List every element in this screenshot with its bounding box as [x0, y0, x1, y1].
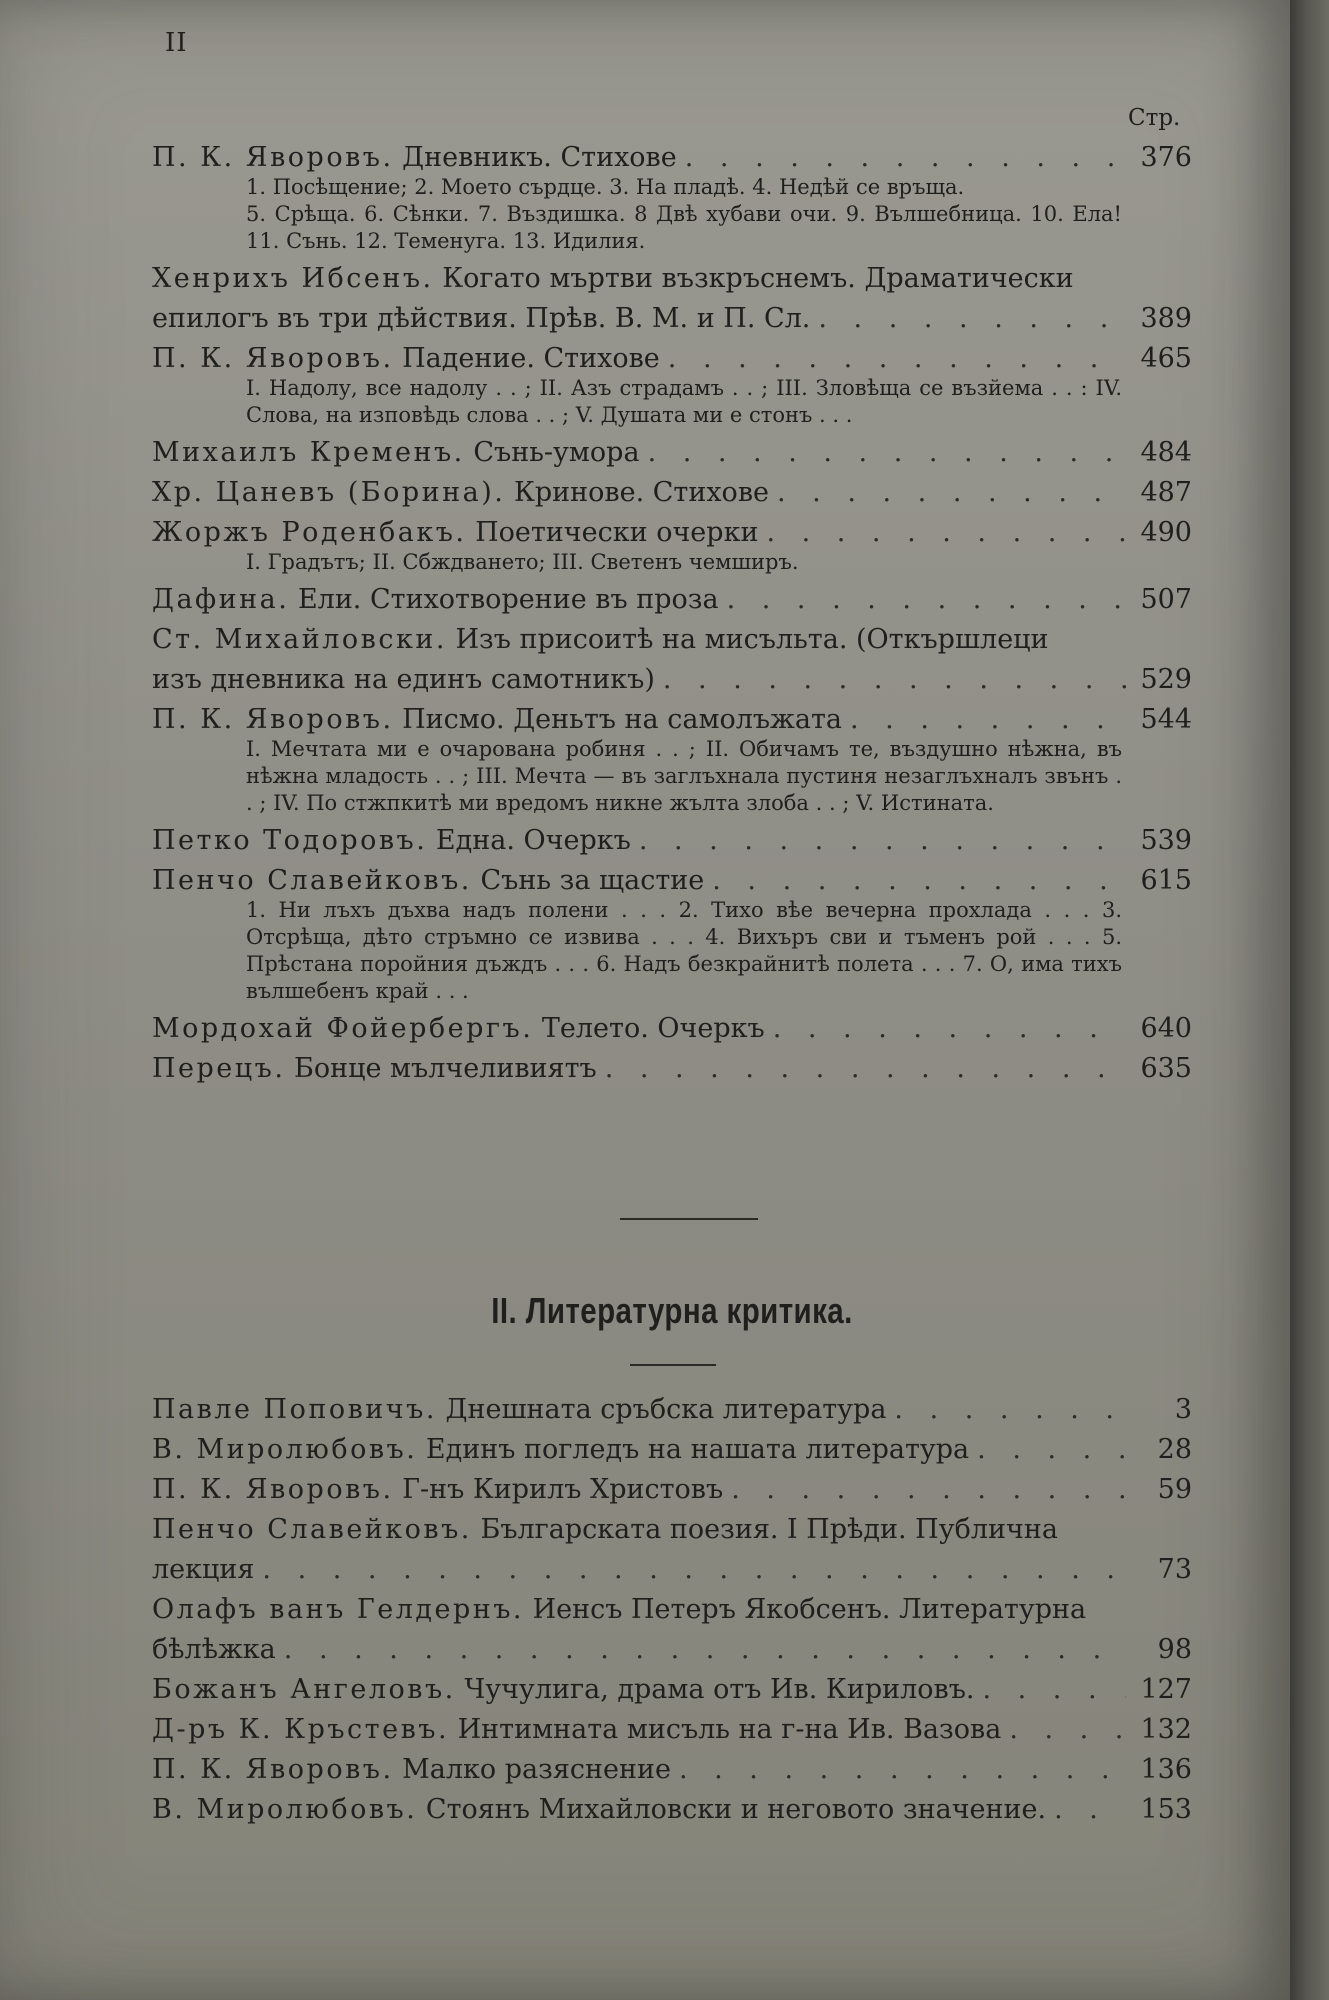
entry-subitems: I. Надолу, все надолу . . ; II. Азъ страдамъ . . ; III. Зловѣща се възйема . . : IV. Слова, на изповѣдь слова . . ; V. Душата ми е стонъ . . .	[246, 376, 1122, 427]
entry-page: 98	[1157, 1634, 1192, 1665]
entry-title: Изъ присоитѣ на мисъльта. (Откършлеци	[455, 624, 1049, 655]
toc-entry	[152, 1590, 1192, 1670]
entry-title: Бонце мълчеливиятъ	[294, 1053, 597, 1084]
entry-author: Михаилъ Кременъ.	[152, 437, 465, 468]
entry-author: П. К. Яворовъ.	[152, 1474, 394, 1505]
entry-page: 389	[1140, 303, 1192, 334]
entry-author: Дафина.	[152, 584, 290, 615]
entry-author: Павле Поповичъ.	[152, 1394, 437, 1425]
entry-title: Кринове. Стихове	[513, 477, 769, 508]
entry-author: П. К. Яворовъ.	[152, 704, 394, 735]
entry-title: Когато мъртви възкръснемъ. Драматически	[442, 263, 1074, 294]
page-column-label: Стр.	[1128, 105, 1181, 131]
toc-entry	[152, 138, 1192, 255]
toc-entry	[152, 1750, 1192, 1790]
entry-title: Българската поезия. I Прѣди. Публична	[480, 1514, 1058, 1545]
toc-entry	[152, 580, 1192, 620]
toc-entry	[152, 620, 1192, 700]
entry-title: Малко разяснение	[402, 1754, 671, 1785]
entry-title: Телето. Очеркъ	[541, 1013, 765, 1044]
heading-underline	[630, 1364, 716, 1366]
section-divider	[620, 1218, 758, 1220]
toc-entry	[152, 821, 1192, 861]
entry-page: 507	[1140, 584, 1192, 615]
entry-author: Хр. Цаневъ (Борина).	[152, 477, 506, 508]
toc-entry	[152, 1670, 1192, 1710]
entry-page: 640	[1140, 1013, 1192, 1044]
toc-entry	[152, 1510, 1192, 1590]
entry-author: П. К. Яворовъ.	[152, 142, 394, 173]
toc-entry	[152, 339, 1192, 429]
entry-page: 490	[1140, 517, 1192, 548]
entry-author: В. Миролюбовъ.	[152, 1794, 418, 1825]
toc-entry	[152, 1470, 1192, 1510]
toc-section-1	[152, 138, 1192, 1089]
entry-author: Божанъ Ангеловъ.	[152, 1674, 456, 1705]
toc-section-2	[152, 1390, 1192, 1830]
entry-title-continued: лекция	[152, 1554, 255, 1585]
entry-subitems: I. Мечтата ми е очарована робиня . . ; II. Обичамъ те, въздушно нѣжна, въ нѣжна младость . . ; III. Мечта — въ заглъхнала пустиня незаглъхналъ звънъ . . ; IV. По стжпкитѣ ми вредомъ никне жълта злоба . . ; V. Истината.	[246, 737, 1122, 815]
entry-subitems: 1. Посѣщение; 2. Моето сърдце. 3. На пладѣ. 4. Недѣй се връща. 5. Срѣща. 6. Сѣнки. 7. Въздишка. 8 Двѣ хубави очи. 9. Вълшебница. 10. Ела! 11. Сънь. 12. Теменуга. 13. Идилия.	[246, 175, 1122, 253]
toc-entry	[152, 1049, 1192, 1089]
toc-entry	[152, 861, 1192, 1005]
toc-entry	[152, 1390, 1192, 1430]
entry-author: Пенчо Славейковъ.	[152, 1514, 472, 1545]
entry-author: П. К. Яворовъ.	[152, 343, 394, 374]
entry-title: Поетически очерки	[475, 517, 759, 548]
entry-subitems: 1. Ни лъхъ дъхва надъ полени . . . 2. Тихо вѣе вечерна прохлада . . . 3. Отсрѣща, дѣто стръмно се извива . . . 4. Вихъръ сви и тъменъ рой . . . 5. Прѣстана поройния дъждъ . . . 6. Надъ безкрайнитѣ полета . . . 7. О, има тихъ вълшебенъ край . . .	[246, 898, 1122, 1003]
entry-title-continued: бѣлѣжка	[152, 1634, 276, 1665]
entry-author: Олафъ ванъ Гелдернъ.	[152, 1594, 524, 1625]
entry-page: 136	[1140, 1754, 1192, 1785]
entry-page: 376	[1140, 142, 1192, 173]
entry-author: Д-ръ К. Кръстевъ.	[152, 1714, 450, 1745]
toc-entry	[152, 700, 1192, 817]
entry-title: Ели. Стихотворение въ проза	[297, 584, 719, 615]
entry-page: 539	[1140, 825, 1192, 856]
entry-title: Писмо. Деньтъ на самолъжата	[402, 704, 842, 735]
entry-author: Пенчо Славейковъ.	[152, 865, 472, 896]
entry-title: Падение. Стихове	[402, 343, 660, 374]
section-heading: II. Литературна критика.	[491, 1290, 853, 1331]
entry-page: 465	[1140, 343, 1192, 374]
entry-page: 153	[1140, 1794, 1192, 1825]
entry-title: Стоянъ Михайловски и неговото значение.	[425, 1794, 1047, 1825]
entry-title: Интимната мисъль на г-на Ив. Вазова	[457, 1714, 1002, 1745]
entry-author: В. Миролюбовъ.	[152, 1434, 418, 1465]
entry-title: Днешната сръбска литература	[445, 1394, 887, 1425]
entry-author: Петко Тодоровъ.	[152, 825, 428, 856]
entry-author: Жоржъ Роденбакъ.	[152, 517, 467, 548]
entry-title: Иенсъ Петеръ Якобсенъ. Литературна	[532, 1594, 1087, 1625]
entry-author: Ст. Михайловски.	[152, 624, 447, 655]
entry-page: 28	[1157, 1434, 1192, 1465]
toc-entry	[152, 1009, 1192, 1049]
entry-subitems: I. Градътъ; II. Сбждването; III. Светенъ чемширъ.	[246, 550, 799, 574]
entry-author: Мордохай Фойербергъ.	[152, 1013, 534, 1044]
page-number: II	[165, 28, 188, 58]
toc-entry	[152, 513, 1192, 576]
entry-title: Единъ погледъ на нашата литература	[425, 1434, 970, 1465]
entry-page: 615	[1140, 865, 1192, 896]
toc-entry	[152, 259, 1192, 339]
entry-title: Дневникъ. Стихове	[402, 142, 677, 173]
entry-page: 127	[1140, 1674, 1192, 1705]
entry-title-continued: изъ дневника на единъ самотникъ)	[152, 664, 655, 695]
entry-title: Една. Очеркъ	[435, 825, 631, 856]
entry-page: 3	[1174, 1394, 1192, 1425]
toc-entry	[152, 1710, 1192, 1750]
toc-entry	[152, 433, 1192, 473]
entry-author: Перецъ.	[152, 1053, 286, 1084]
entry-title: Г-нъ Кирилъ Христовъ	[402, 1474, 724, 1505]
entry-title: Чучулига, драма отъ Ив. Кириловъ.	[464, 1674, 975, 1705]
entry-page: 132	[1140, 1714, 1192, 1745]
toc-entry	[152, 1790, 1192, 1830]
entry-page: 59	[1157, 1474, 1192, 1505]
entry-page: 544	[1140, 704, 1192, 735]
entry-title-continued: епилогъ въ три дѣйствия. Прѣв. В. М. и П. Сл.	[152, 303, 811, 334]
toc-entry	[152, 1430, 1192, 1470]
entry-author: П. К. Яворовъ.	[152, 1754, 394, 1785]
entry-title: Сънь за щастие	[480, 865, 705, 896]
entry-page: 487	[1140, 477, 1192, 508]
entry-author: Хенрихъ Ибсенъ.	[152, 263, 434, 294]
entry-page: 484	[1140, 437, 1192, 468]
toc-entry	[152, 473, 1192, 513]
entry-page: 73	[1157, 1554, 1192, 1585]
entry-title: Сънь-умора	[473, 437, 640, 468]
page-edge-shadow	[1290, 0, 1329, 2000]
entry-page: 529	[1140, 664, 1192, 695]
entry-page: 635	[1140, 1053, 1192, 1084]
